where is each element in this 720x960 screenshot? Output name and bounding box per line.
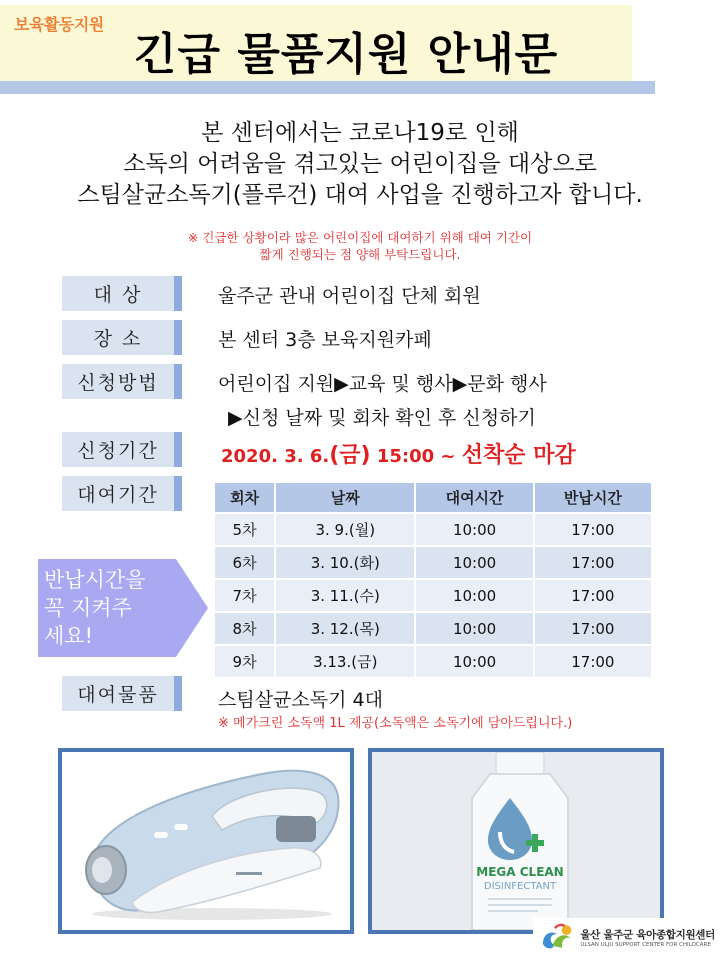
bottle-label-line-1: MEGA CLEAN bbox=[476, 865, 564, 879]
callout-text bbox=[44, 566, 174, 650]
center-name-english: ULSAN ULJU SUPPORT CENTER FOR CHILDCARE bbox=[580, 941, 711, 948]
table-cell: 7차 bbox=[214, 579, 275, 612]
method-value-1: 어린이집 지원▶교육 및 행사▶문화 행사 bbox=[218, 373, 547, 395]
table-cell: 17:00 bbox=[534, 579, 652, 612]
column-header: 회차 bbox=[214, 482, 275, 513]
table-cell: 17:00 bbox=[534, 546, 652, 579]
disinfectant-bottle-image bbox=[372, 752, 660, 930]
steam-sterilizer-photo bbox=[58, 748, 354, 934]
table-row bbox=[214, 513, 652, 546]
disinfectant-bottle-photo bbox=[368, 748, 664, 934]
table-cell: 3. 12.(목) bbox=[275, 612, 415, 645]
rental-schedule-table bbox=[213, 481, 653, 679]
table-cell: 3. 11.(수) bbox=[275, 579, 415, 612]
table-cell: 3.13.(금) bbox=[275, 645, 415, 678]
notice-text bbox=[0, 229, 720, 263]
table-cell: 5차 bbox=[214, 513, 275, 546]
table-cell: 10:00 bbox=[415, 546, 533, 579]
table-row bbox=[214, 579, 652, 612]
table-cell: 10:00 bbox=[415, 513, 533, 546]
page-title: 긴급 물품지원 안내문 bbox=[134, 29, 559, 80]
intro-line-3: 스팀살균소독기(플루건) 대여 사업을 진행하고자 합니다. bbox=[77, 182, 643, 208]
item-label: 대여물품 bbox=[62, 676, 182, 711]
table-cell: 17:00 bbox=[534, 645, 652, 678]
table-cell: 10:00 bbox=[415, 645, 533, 678]
callout-line-1: 반납시간을 bbox=[44, 568, 146, 592]
notice-line-1: ※ 긴급한 상황이라 많은 어린이집에 대여하기 위해 대여 기간이 bbox=[187, 230, 533, 245]
place-label: 장 소 bbox=[62, 320, 182, 355]
center-logo-text bbox=[580, 927, 715, 948]
place-value: 본 센터 3층 보육지원카페 bbox=[218, 329, 432, 351]
header-rule bbox=[0, 81, 655, 94]
center-logo bbox=[533, 918, 715, 956]
center-logo-icon bbox=[537, 920, 576, 954]
period-label: 신청기간 bbox=[62, 432, 182, 467]
steam-sterilizer-image bbox=[62, 752, 350, 930]
period-time: 15:00 ~ bbox=[370, 446, 462, 467]
item-value: 스팀살균소독기 4대 bbox=[218, 689, 383, 711]
table-header-row bbox=[214, 482, 652, 513]
table-row bbox=[214, 645, 652, 678]
intro-line-1: 본 센터에서는 코로나19로 인해 bbox=[201, 120, 519, 146]
table-cell: 3. 10.(화) bbox=[275, 546, 415, 579]
method-value-2: ▶신청 날짜 및 회차 확인 후 신청하기 bbox=[228, 407, 536, 429]
intro-text bbox=[0, 118, 720, 211]
rental-label: 대여기간 bbox=[62, 476, 182, 511]
item-note: ※ 메가크린 소독액 1L 제공(소독액은 소독기에 담아드립니다.) bbox=[218, 716, 573, 731]
table-cell: 3. 9.(월) bbox=[275, 513, 415, 546]
intro-line-2: 소독의 어려움을 겪고있는 어린이집을 대상으로 bbox=[123, 151, 597, 177]
column-header: 날짜 bbox=[275, 482, 415, 513]
target-value: 울주군 관내 어린이집 단체 회원 bbox=[218, 285, 481, 307]
target-label: 대 상 bbox=[62, 276, 182, 311]
method-label: 신청방법 bbox=[62, 364, 182, 399]
table-cell: 10:00 bbox=[415, 579, 533, 612]
column-header: 대여시간 bbox=[415, 482, 533, 513]
table-row bbox=[214, 546, 652, 579]
notice-line-2: 짧게 진행되는 점 양해 부탁드립니다. bbox=[259, 247, 461, 262]
table-cell: 6차 bbox=[214, 546, 275, 579]
period-date: 2020. 3. 6. bbox=[221, 446, 330, 467]
table-cell: 9차 bbox=[214, 645, 275, 678]
column-header: 반납시간 bbox=[534, 482, 652, 513]
period-day: (금) bbox=[329, 443, 371, 468]
center-name: 울산 울주군 육아종합지원센터 bbox=[580, 928, 715, 941]
table-cell: 8차 bbox=[214, 612, 275, 645]
table-cell: 10:00 bbox=[415, 612, 533, 645]
callout-line-3: 세요! bbox=[44, 624, 93, 648]
table-row bbox=[214, 612, 652, 645]
period-value bbox=[221, 438, 576, 469]
callout-line-2: 꼭 지켜주 bbox=[44, 596, 132, 620]
period-close: 선착순 마감 bbox=[461, 443, 576, 468]
table-cell: 17:00 bbox=[534, 513, 652, 546]
header-tag: 보육활동지원 bbox=[14, 15, 104, 34]
table-cell: 17:00 bbox=[534, 612, 652, 645]
bottle-label-line-2: DISINFECTANT bbox=[483, 881, 557, 892]
